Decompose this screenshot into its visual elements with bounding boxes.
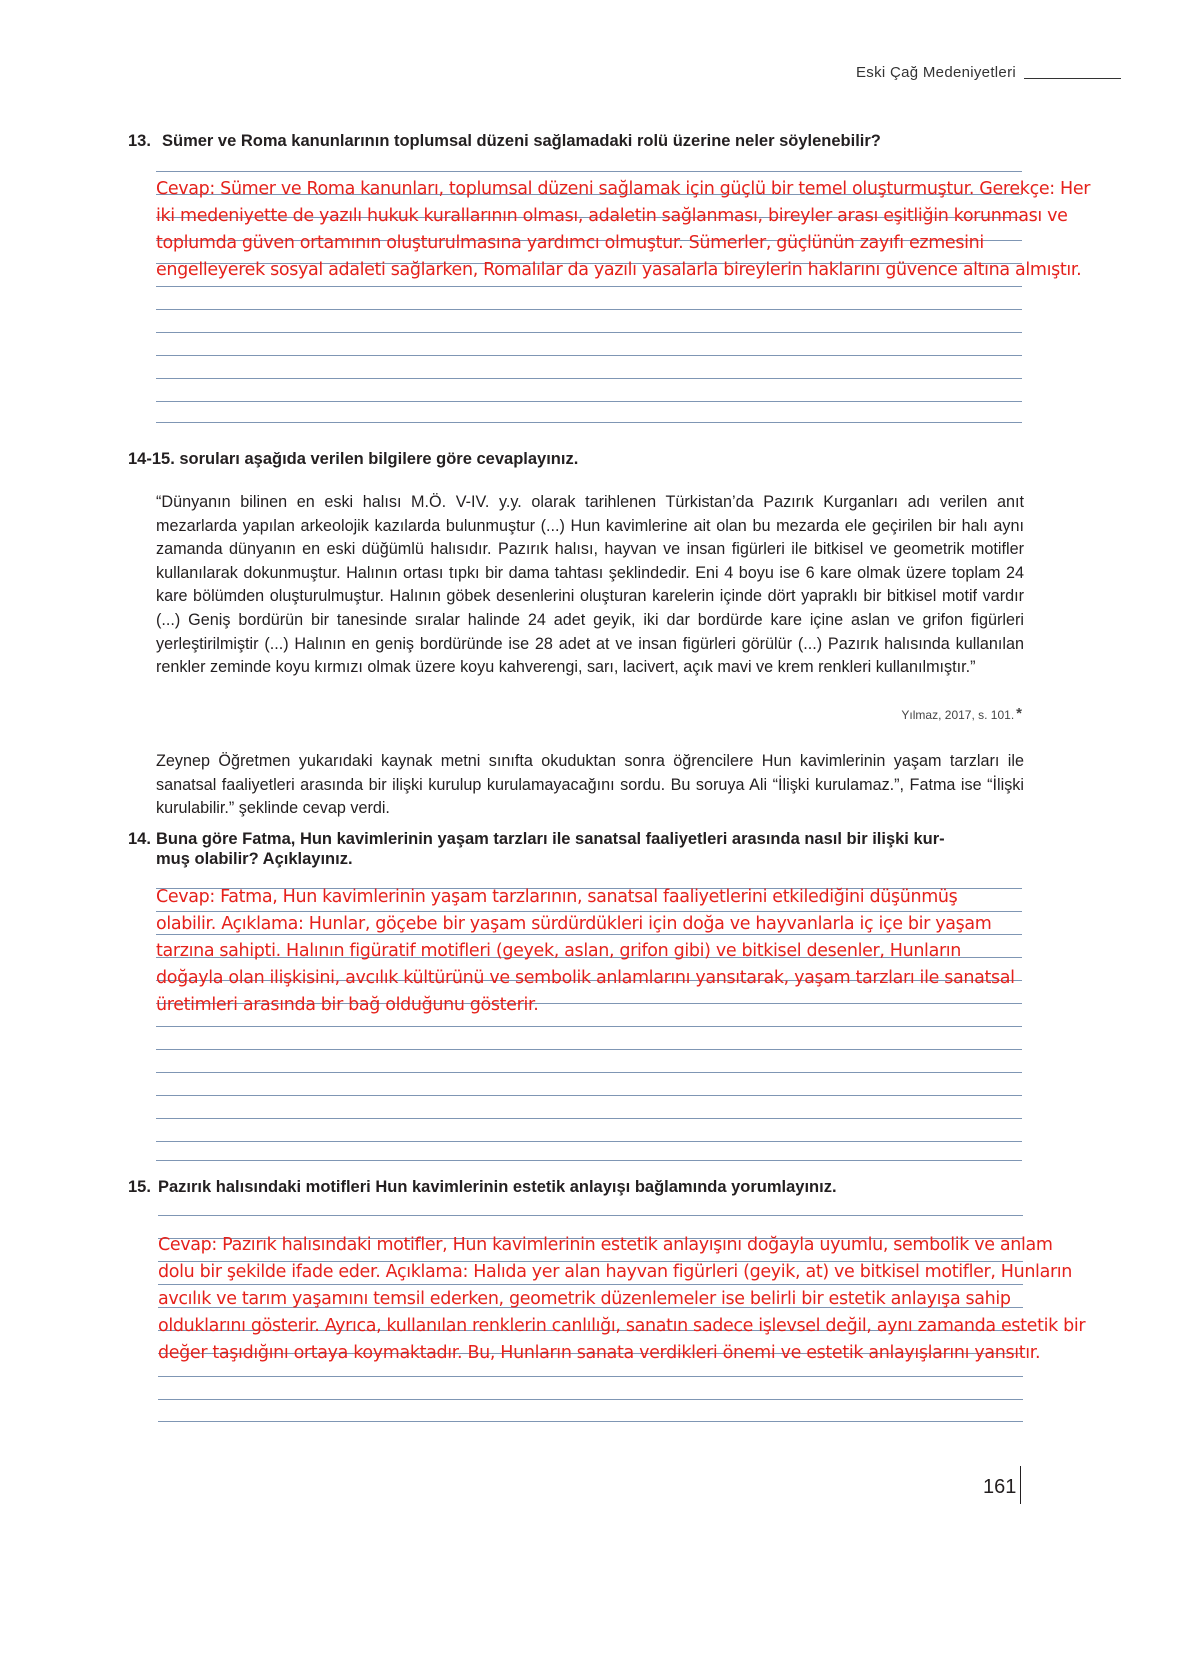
answer-line: Cevap: Sümer ve Roma kanunları, toplumsal düzeni sağlamak için güçlü bir temel oluşturmuştur. Gerekçe: Her <box>156 179 1091 199</box>
answer-line: Cevap: Pazırık halısındaki motifler, Hun kavimlerinin estetik anlayışını doğayla uyumlu, sembolik ve anlam <box>158 1235 1053 1255</box>
answer-rule <box>156 1141 1022 1142</box>
question-group-intro: 14-15. soruları aşağıda verilen bilgilere göre cevaplayınız. <box>128 450 579 468</box>
passage-citation <box>901 705 1022 722</box>
answer-rule <box>156 1160 1022 1161</box>
section-title: Eski Çağ Medeniyetleri <box>856 64 1016 81</box>
question-13 <box>128 132 881 151</box>
answer-line: iki medeniyette de yazılı hukuk kurallarının olması, adaletin sağlanması, bireyler arası eşitliğin korunması ve <box>156 206 1068 226</box>
answer-rule <box>156 1026 1022 1027</box>
question-text: Pazırık halısındaki motifleri Hun kavimlerinin estetik anlayışı bağlamında yorumlayınız. <box>158 1178 837 1196</box>
answer-rule <box>156 1072 1022 1073</box>
scenario-paragraph: Zeynep Öğretmen yukarıdaki kaynak metni sınıfta okuduktan sonra öğrencilere Hun kavimlerinin yaşam tarzları ile sanatsal faaliyetleri arasında bir ilişki kurulup kurulamayacağını sordu. Bu soruya Ali “İlişki kurulamaz.”, Fatma ise “İlişki kurulabilir.” şeklinde cevap verdi. <box>156 752 1024 818</box>
citation-mark: * <box>1016 705 1022 722</box>
answer-rule <box>156 422 1022 423</box>
answer-rule <box>156 1095 1022 1096</box>
answer-rule <box>158 1215 1023 1216</box>
citation-text: Yılmaz, 2017, s. 101. <box>901 708 1015 722</box>
source-passage <box>156 491 1024 680</box>
answer-line: tarzına sahipti. Halının figüratif motifleri (geyek, aslan, grifon gibi) ve bitkisel desenler, Hunların <box>156 941 962 961</box>
question-number: 13. <box>128 132 151 150</box>
answer-line: toplumda güven ortamının oluşturulmasına yardımcı olmuştur. Sümerler, güçlünün zayıfı ezmesini <box>156 233 984 253</box>
question-text-continuation: muş olabilir? Açıklayınız. <box>156 850 353 868</box>
answer-rule <box>156 309 1022 310</box>
header-rule <box>1024 78 1121 79</box>
question-14 <box>128 829 1024 869</box>
answer-line: üretimleri arasında bir bağ olduğunu gösterir. <box>156 995 539 1015</box>
answer-rule <box>158 1421 1023 1422</box>
answer-rule <box>158 1399 1023 1400</box>
answer-14[interactable] <box>156 884 1015 1019</box>
answer-line: olabilir. Açıklama: Hunlar, göçebe bir yaşam sürdürdükleri için doğa ve hayvanlarla iç içe bir yaşam <box>156 914 992 934</box>
scenario-text <box>156 750 1024 821</box>
question-number: 14. <box>128 830 151 848</box>
answer-line: olduklarını gösterir. Ayrıca, kullanılan renklerin canlılığı, sanatın sadece işlevsel değil, aynı zamanda estetik bir <box>158 1316 1086 1336</box>
answer-rule <box>156 171 1022 172</box>
answer-line: dolu bir şekilde ifade eder. Açıklama: Halıda yer alan hayvan figürleri (geyik, at) ve bitkisel motifler, Hunların <box>158 1262 1073 1282</box>
answer-rule <box>156 401 1022 402</box>
page-number-divider <box>1020 1466 1021 1504</box>
answer-rule <box>156 1049 1022 1050</box>
answer-15[interactable] <box>158 1232 1085 1367</box>
passage-text: “Dünyanın bilinen en eski halısı M.Ö. V-IV. y.y. olarak tarihlenen Türkistan’da Pazırık Kurganları adı verilen anıt mezarlarda yapılan arkeolojik kazılarda bulunmuştur (...) Hun kavimlerine ait olan bu mezarda ele geçirilen bir halı aynı zamanda dünyanın en eski düğümlü halısıdır. Pazırık halısı, hayvan ve insan figürleri ile bitkisel ve geometrik motifler kullanılarak dokunmuştur. Halının ortası tıpkı bir dama tahtası şeklindedir. Eni 4 boyu ise 6 kare olmak üzere toplam 24 kare bölümden oluşturulmuştur. Halının göbek desenlerini oluşturan karelerin içinde dört yapraklı bir bitkisel motif vardır (...) Geniş bordürün bir tanesinde sıralar halinde 24 adet geyik, iki dar bordürde kare içine aslan ve grifon figürleri yerleştirilmiştir (...) Halının en geniş bordüründe ise 28 adet at ve insan figürleri görülür (...) Pazırık halısında kullanılan renkler zeminde koyu kırmızı olmak üzere koyu kahverengi, sarı, lacivert, açık mavi ve krem renkleri kullanılmıştır.” <box>156 493 1024 677</box>
question-15 <box>128 1178 837 1197</box>
answer-line: engelleyerek sosyal adaleti sağlarken, Romalılar da yazılı yasalarla bireylerin haklarını güvence altına almıştır. <box>156 260 1082 280</box>
question-text: Buna göre Fatma, Hun kavimlerinin yaşam tarzları ile sanatsal faaliyetleri arasında nasıl bir ilişki kur- <box>156 830 945 848</box>
answer-13[interactable] <box>156 176 1090 284</box>
answer-rule <box>156 1118 1022 1119</box>
answer-line: avcılık ve tarım yaşamını temsil ederken, geometrik düzenlemeler ise belirli bir estetik anlayışa sahip <box>158 1289 1011 1309</box>
answer-line: Cevap: Fatma, Hun kavimlerinin yaşam tarzlarının, sanatsal faaliyetlerini etkilediğini düşünmüş <box>156 887 958 907</box>
answer-rule <box>158 1376 1023 1377</box>
question-number: 15. <box>128 1178 151 1196</box>
answer-rule <box>156 332 1022 333</box>
answer-rule <box>156 286 1022 287</box>
page-number: 161 <box>983 1476 1017 1498</box>
answer-line: doğayla olan ilişkisini, avcılık kültürünü ve sembolik anlamlarını yansıtarak, yaşam tarzları ile sanatsal <box>156 968 1015 988</box>
question-text: Sümer ve Roma kanunlarının toplumsal düzeni sağlamadaki rolü üzerine neler söylenebilir? <box>162 132 881 150</box>
answer-rule <box>156 378 1022 379</box>
answer-line: değer taşıdığını ortaya koymaktadır. Bu, Hunların sanata verdikleri önemi ve estetik anlayışlarını yansıtır. <box>158 1343 1041 1363</box>
answer-rule <box>156 355 1022 356</box>
